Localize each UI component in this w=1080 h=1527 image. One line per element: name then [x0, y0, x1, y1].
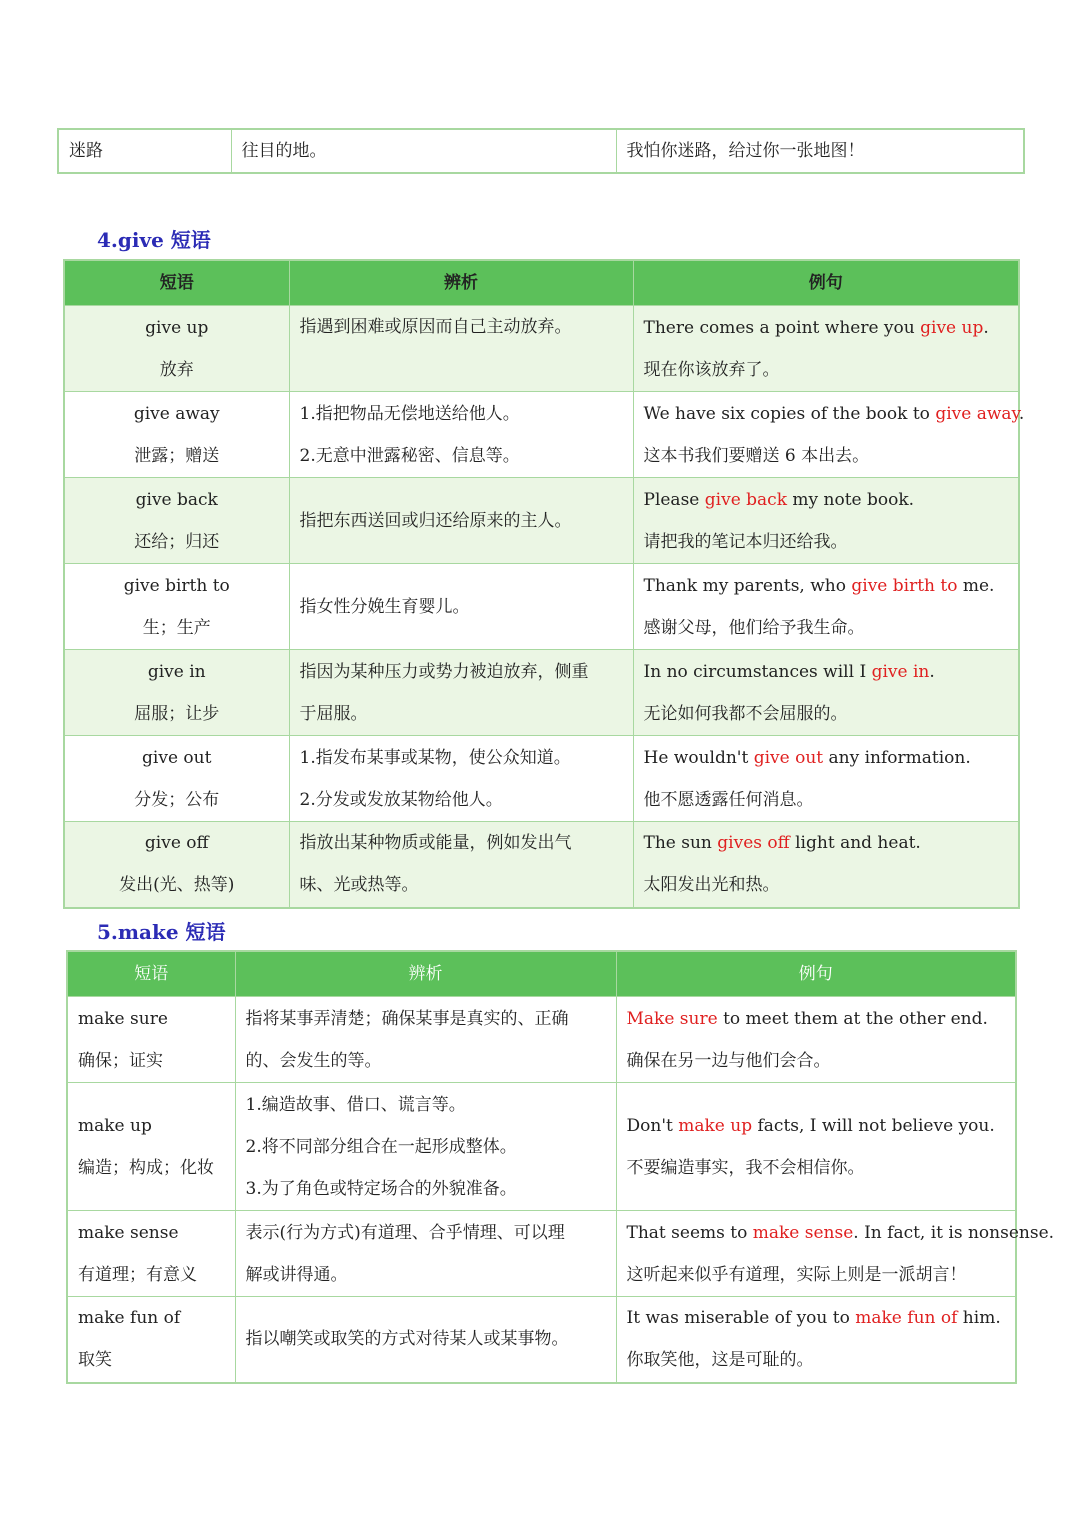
- analysis-cell: [289, 392, 633, 478]
- example-highlight: make sense: [752, 1222, 854, 1243]
- example-cell: [616, 1211, 1055, 1297]
- table-row: [67, 1297, 1016, 1383]
- table-row: [64, 392, 1019, 478]
- example-text-before: There comes a point where you: [643, 317, 921, 338]
- example-highlight: make up: [678, 1115, 753, 1136]
- analysis-line: 味、光或热等。: [299, 875, 419, 896]
- phrase-meaning: 还给；归还: [134, 531, 220, 552]
- example-highlight: give in: [871, 661, 930, 682]
- example-english: [626, 1212, 1055, 1254]
- example-cell: [633, 650, 1019, 736]
- phrase-text: give in: [147, 661, 206, 682]
- analysis-line: 2.将不同部分组合在一起形成整体。: [245, 1136, 517, 1157]
- continued-table: [57, 128, 1025, 174]
- example-english: [627, 998, 1006, 1040]
- example-text-before: It was miserable of you to: [626, 1308, 856, 1329]
- phrase-meaning: 泄露；赠送: [134, 445, 220, 466]
- example-text-after: .: [1018, 403, 1025, 424]
- example-text-after: any information.: [823, 747, 971, 768]
- example-chinese: 这本书我们要赠送 6 本出去。: [643, 445, 870, 466]
- header-analysis: 辨析: [235, 951, 616, 997]
- example-english: [644, 822, 1009, 864]
- analysis-line: 解或讲得通。: [245, 1264, 348, 1285]
- phrase-text: give away: [133, 403, 220, 424]
- example-english: [627, 1105, 1006, 1147]
- example-chinese: 这听起来似乎有道理，实际上则是一派胡言！: [626, 1264, 967, 1285]
- phrase-text: make sense: [78, 1222, 179, 1243]
- analysis-line: 指以嘲笑或取笑的方式对待某人或某事物。: [245, 1329, 569, 1350]
- phrase-cell: [64, 564, 289, 650]
- table-header-row: [67, 951, 1016, 997]
- phrase-text: make up: [78, 1115, 152, 1136]
- make-phrases-table: [66, 950, 1055, 1384]
- table-row: [58, 129, 1024, 173]
- example-cell: [616, 1083, 1016, 1211]
- phrase-meaning: 发出(光、热等): [119, 875, 235, 896]
- example-text-after: . In fact, it is nonsense.: [853, 1222, 1055, 1243]
- example-cell: [633, 564, 1019, 650]
- example-cell: [616, 1297, 1016, 1383]
- analysis-cell: [289, 564, 633, 650]
- analysis-line: 1.指把物品无偿地送给他人。: [299, 403, 520, 424]
- phrase-text: give up: [145, 317, 209, 338]
- analysis-cell: [235, 997, 616, 1083]
- phrase-meaning: 放弃: [159, 359, 194, 380]
- table-row: [64, 478, 1019, 564]
- phrase-cell: [67, 1083, 235, 1211]
- example-text-after: to meet them at the other end.: [717, 1008, 988, 1029]
- analysis-cell: [289, 306, 633, 392]
- phrase-cell: [64, 650, 289, 736]
- example-text-before: In no circumstances will I: [643, 661, 872, 682]
- analysis-line: 2.分发或发放某物给他人。: [299, 789, 503, 810]
- example-cell: [633, 306, 1019, 392]
- analysis-line: 3.为了角色或特定场合的外貌准备。: [245, 1178, 517, 1199]
- table-header-row: [64, 260, 1019, 306]
- table-row: [64, 650, 1019, 736]
- table-row: [67, 1211, 1016, 1297]
- phrase-text: make sure: [78, 1008, 168, 1029]
- example-highlight: give away: [935, 403, 1019, 424]
- analysis-line: 2.无意中泄露秘密、信息等。: [299, 445, 520, 466]
- phrase-cell: [64, 392, 289, 478]
- analysis-cell: [235, 1211, 616, 1297]
- phrase-meaning: 取笑: [78, 1350, 112, 1371]
- table-row: [67, 997, 1016, 1083]
- analysis-cell: [235, 1083, 616, 1211]
- analysis-cell: [235, 1297, 616, 1383]
- example-cell: [633, 736, 1019, 822]
- make-table-body: [67, 997, 1055, 1383]
- analysis-cell: [289, 736, 633, 822]
- table-row: [67, 1083, 1016, 1211]
- table-row: [64, 564, 1019, 650]
- phrase-cell: [67, 997, 235, 1083]
- header-example: 例句: [633, 260, 1019, 306]
- example-text-after: him.: [957, 1308, 1001, 1329]
- analysis-cell: 往目的地。: [231, 129, 616, 173]
- phrase-cell: [64, 736, 289, 822]
- example-cell: [616, 997, 1016, 1083]
- example-cell: [633, 478, 1019, 564]
- example-text-before: Don't: [626, 1115, 679, 1136]
- example-english: [644, 479, 1009, 521]
- phrase-text: give birth to: [123, 575, 230, 596]
- example-english: [627, 1297, 1006, 1339]
- phrase-text: make fun of: [78, 1308, 181, 1329]
- analysis-cell: [289, 650, 633, 736]
- analysis-cell: [289, 822, 633, 908]
- phrase-meaning: 屈服；让步: [134, 703, 220, 724]
- example-cell: [633, 392, 1025, 478]
- example-highlight: gives off: [717, 833, 790, 854]
- analysis-line: 指放出某种物质或能量，例如发出气: [299, 833, 572, 854]
- example-chinese: 你取笑他，这是可耻的。: [626, 1350, 814, 1371]
- example-chinese: 现在你该放弃了。: [643, 359, 780, 380]
- example-highlight: Make sure: [626, 1008, 718, 1029]
- phrase-meaning: 有道理；有意义: [78, 1264, 197, 1285]
- header-phrase: 短语: [64, 260, 289, 306]
- example-chinese: 他不愿透露任何消息。: [643, 789, 814, 810]
- example-english: [644, 651, 1009, 693]
- table-row: [64, 306, 1019, 392]
- example-chinese: 感谢父母，他们给予我生命。: [643, 617, 865, 638]
- example-highlight: give back: [704, 489, 787, 510]
- example-highlight: make fun of: [855, 1308, 958, 1329]
- example-cell: [633, 822, 1019, 908]
- example-chinese: 太阳发出光和热。: [643, 875, 780, 896]
- phrase-cell: [64, 822, 289, 908]
- analysis-line: 指将某事弄清楚；确保某事是真实的、正确: [245, 1008, 569, 1029]
- example-chinese: 请把我的笔记本归还给我。: [643, 531, 848, 552]
- example-text-after: light and heat.: [789, 833, 921, 854]
- phrase-cell: [67, 1297, 235, 1383]
- example-text-before: The sun: [643, 833, 718, 854]
- phrase-cell: [67, 1211, 235, 1297]
- header-example: 例句: [616, 951, 1016, 997]
- phrase-meaning: 编造；构成；化妆: [78, 1157, 214, 1178]
- phrase-cell: [64, 478, 289, 564]
- phrase-cell: [64, 306, 289, 392]
- section-title-give: 4.give 短语: [97, 228, 211, 252]
- analysis-cell: [289, 478, 633, 564]
- table-row: [64, 822, 1019, 908]
- example-text-after: facts, I will not believe you.: [752, 1115, 995, 1136]
- example-english: [644, 565, 1009, 607]
- example-text-before: That seems to: [626, 1222, 753, 1243]
- example-text-after: .: [983, 317, 989, 338]
- give-phrases-table: [63, 259, 1025, 909]
- section-title-make: 5.make 短语: [97, 920, 226, 944]
- example-chinese: 无论如何我都不会屈服的。: [643, 703, 848, 724]
- example-text-after: .: [929, 661, 935, 682]
- analysis-line: 于屈服。: [299, 703, 368, 724]
- phrase-text: give out: [142, 747, 212, 768]
- example-text-before: Please: [643, 489, 705, 510]
- give-table-body: [64, 306, 1025, 908]
- example-english: [644, 737, 1009, 779]
- phrase-meaning: 生；生产: [142, 617, 211, 638]
- analysis-line: 指遇到困难或原因而自己主动放弃。: [299, 317, 572, 337]
- example-text-after: me.: [957, 575, 995, 596]
- analysis-line: 1.指发布某事或某物，使公众知道。: [299, 747, 571, 768]
- example-text-before: He wouldn't: [643, 747, 754, 768]
- analysis-line: 的、会发生的等。: [245, 1050, 382, 1071]
- header-phrase: 短语: [67, 951, 235, 997]
- phrase-meaning: 分发；公布: [134, 789, 220, 810]
- phrase-text: give back: [135, 489, 218, 510]
- example-highlight: give birth to: [851, 575, 958, 596]
- header-analysis: 辨析: [289, 260, 633, 306]
- analysis-line: 指把东西送回或归还给原来的主人。: [299, 510, 572, 531]
- example-chinese: 不要编造事实，我不会相信你。: [626, 1157, 865, 1178]
- example-text-before: We have six copies of the book to: [643, 403, 936, 424]
- example-highlight: give up: [920, 317, 984, 338]
- analysis-line: 指因为某种压力或势力被迫放弃，侧重: [299, 661, 589, 682]
- phrase-meaning: 确保；证实: [78, 1050, 163, 1071]
- example-chinese: 确保在另一边与他们会合。: [626, 1050, 831, 1071]
- example-text-after: my note book.: [787, 489, 915, 510]
- analysis-line: 1.编造故事、借口、谎言等。: [245, 1094, 466, 1115]
- example-highlight: give out: [753, 747, 824, 768]
- phrase-text: give off: [144, 833, 209, 854]
- example-text-before: Thank my parents, who: [643, 575, 852, 596]
- table-row: [64, 736, 1019, 822]
- analysis-line: 指女性分娩生育婴儿。: [299, 596, 470, 617]
- example-english: [644, 307, 1009, 349]
- example-english: [643, 393, 1025, 435]
- example-cell: 我怕你迷路，给过你一张地图！: [616, 129, 1024, 173]
- analysis-line: 表示(行为方式)有道理、合乎情理、可以理: [245, 1222, 565, 1243]
- phrase-cell: 迷路: [58, 129, 231, 173]
